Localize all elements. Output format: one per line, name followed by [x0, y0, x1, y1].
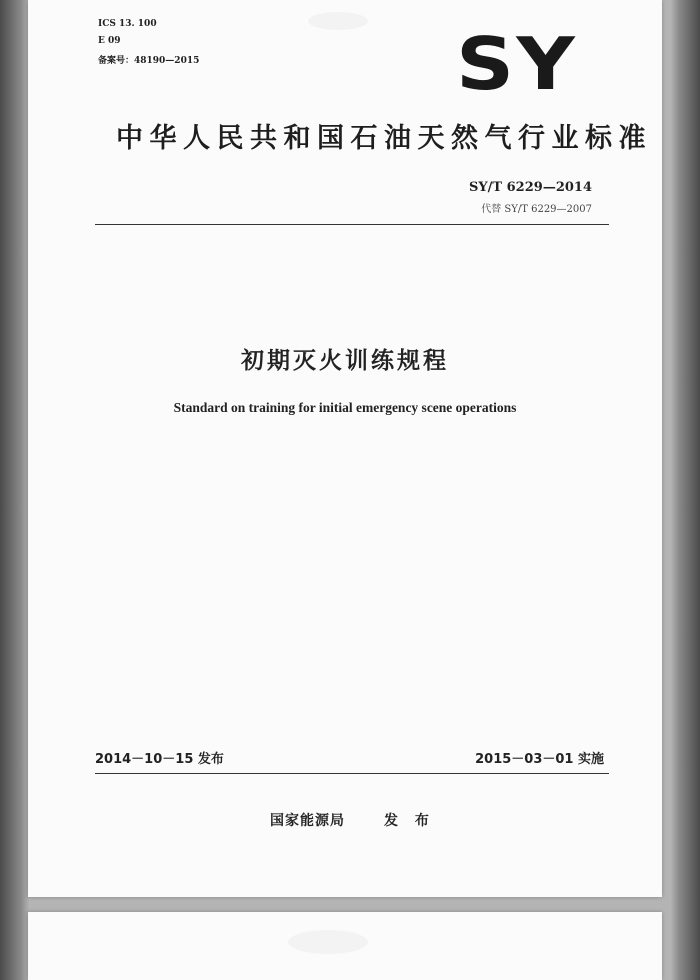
english-title: Standard on training for initial emergency scene operations	[173, 400, 517, 415]
header-divider	[95, 224, 609, 225]
scan-smudge	[288, 930, 368, 954]
publisher-name: 国家能源局	[270, 813, 345, 829]
issue-date: 2014－10－15 发布	[95, 752, 224, 767]
ics-code: ICS 13. 100	[98, 19, 157, 29]
footer-divider	[95, 773, 609, 774]
chinese-title: 初期灭火训练规程	[241, 348, 449, 374]
standard-number: SY/T 6229—2014	[469, 180, 592, 195]
category-code: E 09	[98, 36, 121, 46]
standard-type-heading: 中华人民共和国石油天然气行业标准	[116, 123, 652, 154]
filing-number: 备案号：48190—2015	[98, 56, 200, 66]
sy-logo: SY	[456, 22, 577, 106]
next-page	[28, 912, 662, 980]
replaces-standard: 代替 SY/T 6229—2007	[481, 204, 592, 215]
implementation-date: 2015－03－01 实施	[475, 752, 604, 767]
cover-page	[28, 0, 662, 897]
publish-label: 发 布	[384, 813, 435, 829]
scan-smudge	[308, 12, 368, 30]
